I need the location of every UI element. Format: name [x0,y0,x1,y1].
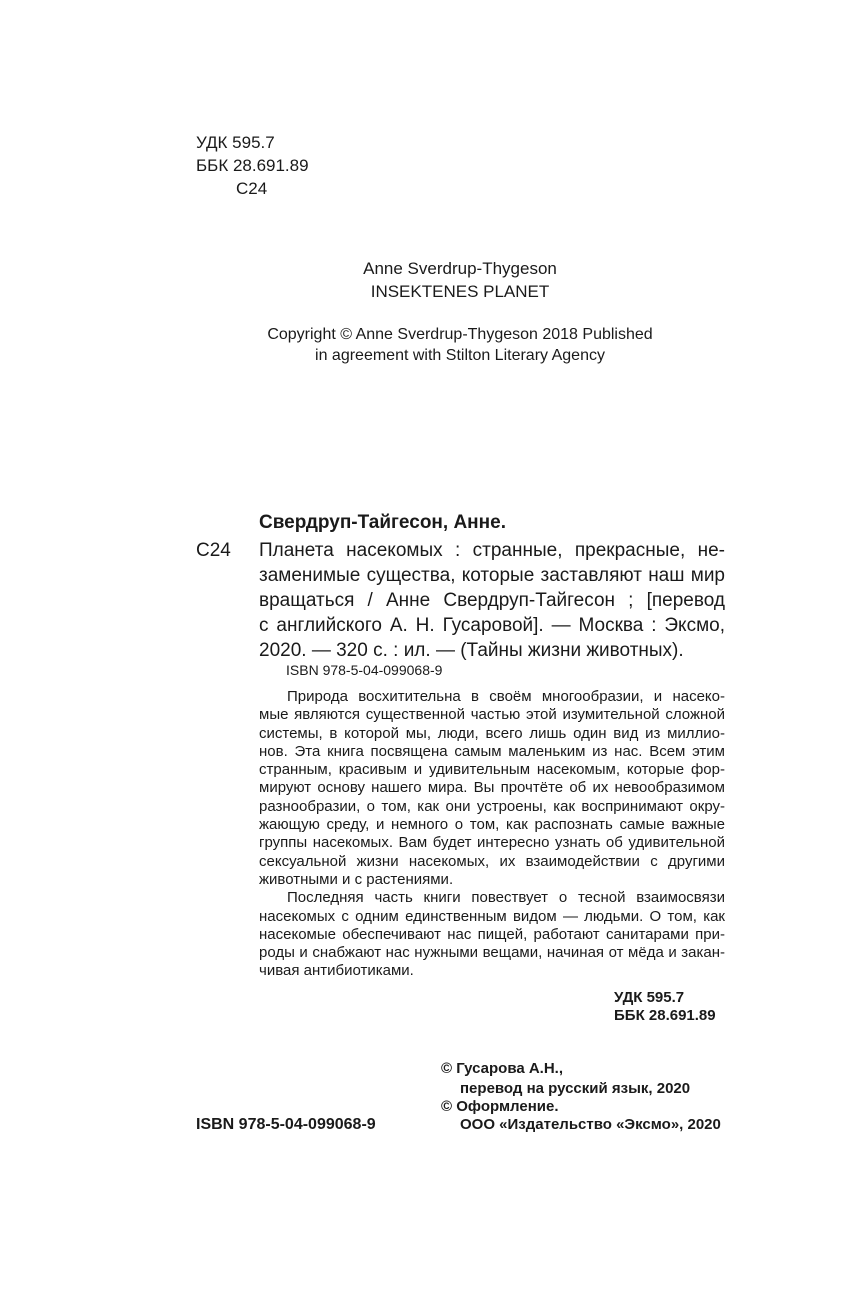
udk-top: УДК 595.7 [196,133,275,152]
description-line: с английского А. Н. Гусаровой]. — Москва : Эксмо, [259,615,725,636]
annotation-line: мые являются существенной частью этой изумительной сложной [259,706,725,724]
description-line: заменимые существа, которые заставляют наш мир [259,565,725,586]
annotation-line: разнообразии, о том, как они устроены, как воспринимают окру- [259,797,725,815]
annotation-line: жающую среду, и немного о том, как распознать самые важные [259,816,725,834]
annotation-line: системы, в которой мы, люди, всего лишь один вид из миллио- [259,724,725,742]
annotation-line: Последняя часть книги повествует о тесной взаимосвязи [287,889,725,907]
bbk-top: ББК 28.691.89 [196,156,309,175]
annotation-line: группы насекомых. Вам будет интересно узнать об удивительной [259,834,725,852]
copyright-line-1: Copyright © Anne Sverdrup-Thygeson 2018 Published [267,326,653,343]
annotation-line: мируют основу нашего мира. Вы прочтёте об их невообразимом [259,779,725,797]
bbk-bottom: ББК 28.691.89 [614,1007,716,1024]
record-description [259,538,725,663]
copyright-design-2: ООО «Издательство «Эксмо», 2020 [460,1116,721,1133]
original-title: INSEKTENES PLANET [370,282,550,301]
annotation-line: нов. Эта книга посвящена самым маленьким из нас. Всем этим [259,742,725,760]
description-line: вращаться / Анне Свердруп-Тайгесон ; [перевод [259,590,725,611]
copyright-line-2: in agreement with Stilton Literary Agency [315,347,605,364]
copyright-translation-2: перевод на русский язык, 2020 [460,1080,691,1097]
annotation-line: сексуальной жизни насекомых, их взаимодействии с другими [259,852,725,870]
udk-bottom: УДК 595.7 [614,989,685,1006]
footer-isbn: ISBN 978-5-04-099068-9 [196,1116,376,1133]
annotation-line: Природа восхитительна в своём многообразии, и насеко- [287,688,725,705]
description-line: Планета насекомых : странные, прекрасные, не- [259,540,725,561]
annotation-line: чивая антибиотиками. [259,962,414,980]
annotation-line: роды и снабжают нас нужными вещами, начиная от мёда и закан- [259,944,725,962]
record-isbn: ISBN 978-5-04-099068-9 [286,662,443,678]
record-author-mark: С24 [196,540,231,561]
annotation [259,688,725,981]
description-line: 2020. — 320 с. : ил. — (Тайны жизни животных). [259,640,684,661]
record-author: Свердруп-Тайгесон, Анне. [259,512,506,533]
author-mark-top: С24 [236,179,268,198]
copyright-design-1: © Оформление. [441,1098,559,1115]
copyright-translation-1: © Гусарова А.Н., [441,1060,564,1077]
original-author: Anne Sverdrup-Thygeson [363,259,557,278]
annotation-line: насекомых с одним единственным видом — людьми. О том, как [259,907,725,925]
annotation-line: животными и с растениями. [259,870,454,888]
annotation-line: странным, красивым и удивительным насекомым, которые фор- [259,761,725,779]
annotation-line: насекомые обеспечивают нас пищей, работают санитарами при- [259,925,725,943]
